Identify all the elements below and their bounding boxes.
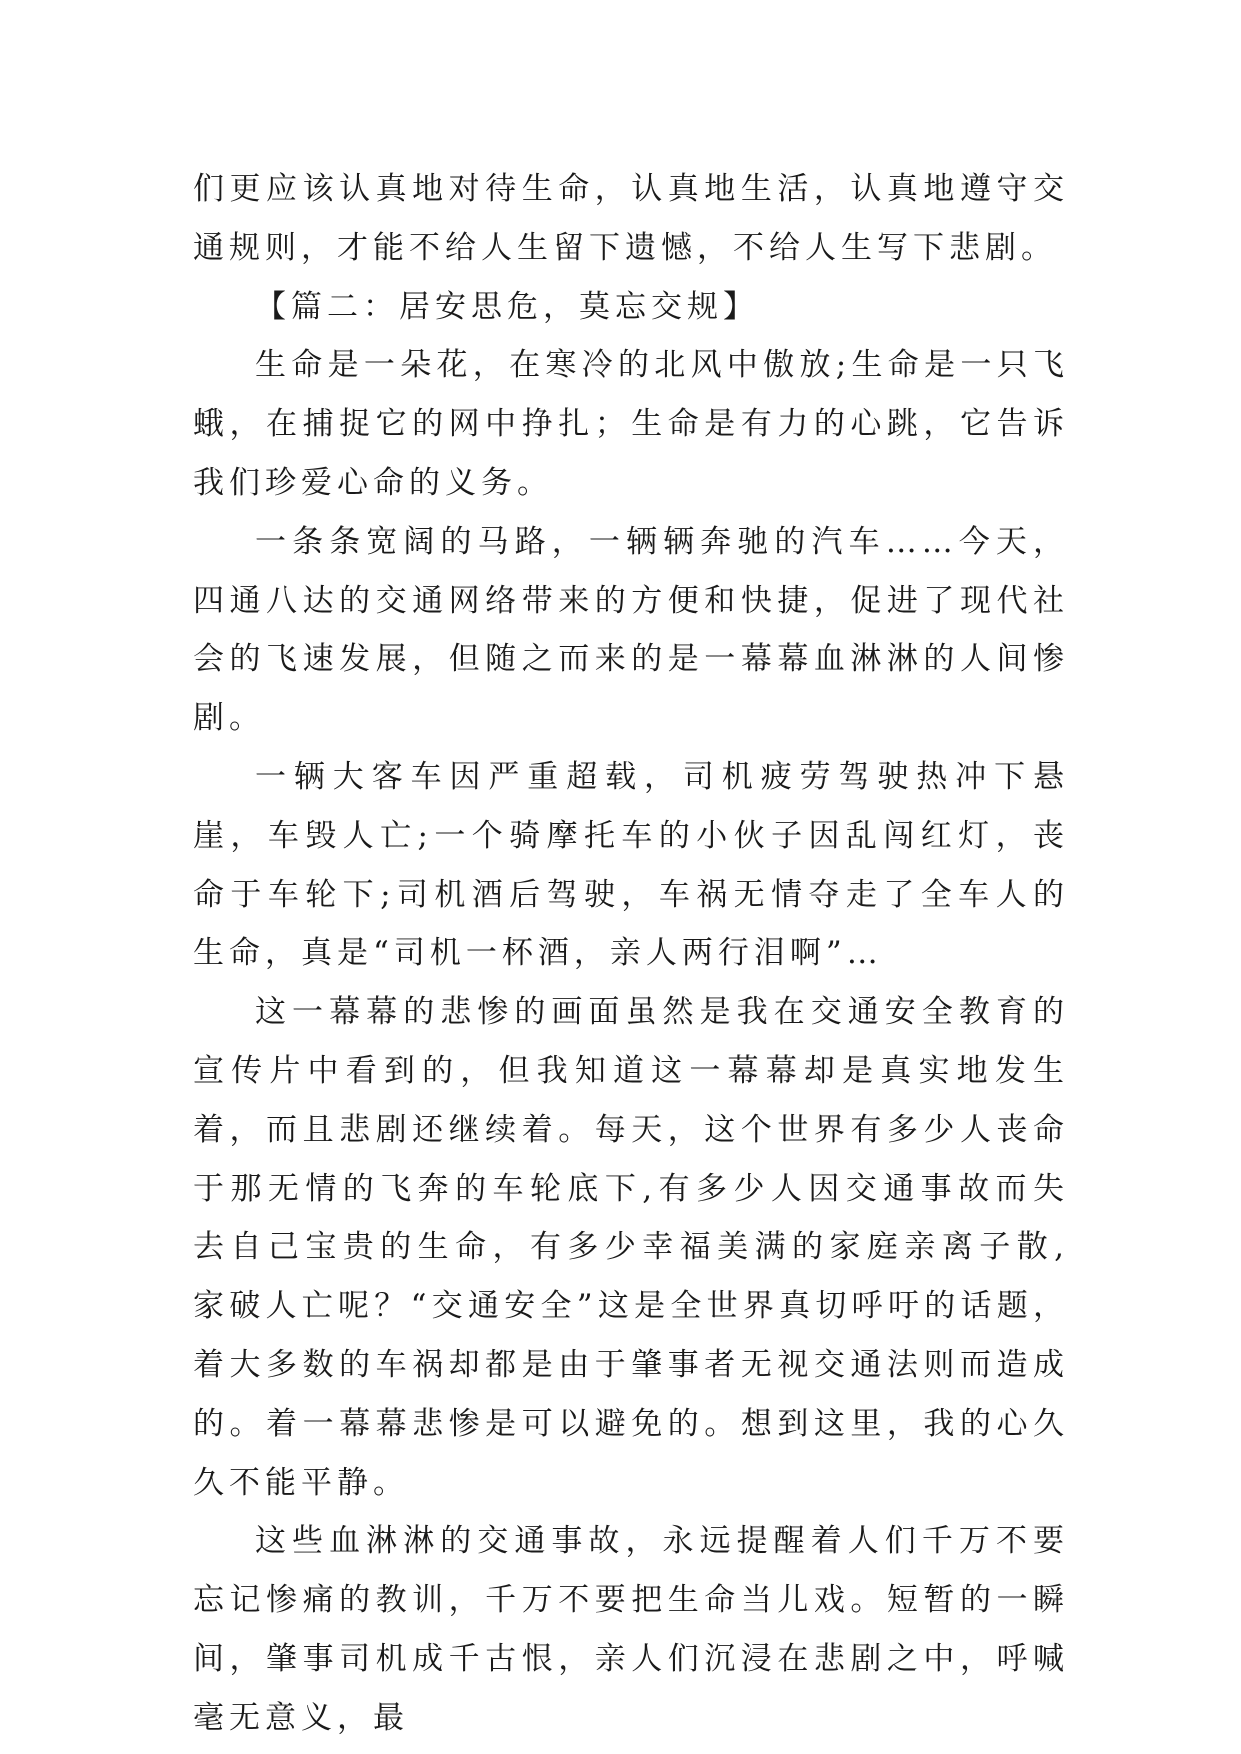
paragraph: 一辆大客车因严重超载，司机疲劳驾驶热冲下悬崖，车毁人亡;一个骑摩托车的小伙子因乱闯红灯，丧命于车轮下;司机酒后驾驶，车祸无情夺走了全车人的生命，真是“司机一杯酒，亲人两行泪啊”… xyxy=(193,758,1069,972)
paragraph: 这些血淋淋的交通事故，永远提醒着人们千万不要忘记惨痛的教训，千万不要把生命当儿戏。短暂的一瞬间，肇事司机成千古恨，亲人们沉浸在悲剧之中，呼喊毫无意义，最 xyxy=(193,1523,1069,1736)
document-body xyxy=(193,160,1069,1748)
paragraph: 一条条宽阔的马路，一辆辆奔驰的汽车……今天，四通八达的交通网络带来的方便和快捷，促进了现代社会的飞速发展，但随之而来的是一幕幕血淋淋的人间惨剧。 xyxy=(193,523,1069,737)
paragraph-continuation: 们更应该认真地对待生命，认真地生活，认真地遵守交通规则，才能不给人生留下遗憾，不给人生写下悲剧。 xyxy=(193,171,1069,266)
paragraph: 生命是一朵花，在寒冷的北风中傲放;生命是一只飞蛾，在捕捉它的网中挣扎；生命是有力的心跳，它告诉我们珍爱心命的义务。 xyxy=(193,347,1069,501)
paragraph: 这一幕幕的悲惨的画面虽然是我在交通安全教育的宣传片中看到的，但我知道这一幕幕却是真实地发生着，而且悲剧还继续着。每天，这个世界有多少人丧命于那无情的飞奔的车轮底下,有多少人因交通事故而失去自己宝贵的生命，有多少幸福美满的家庭亲离子散,家破人亡呢？“交通安全”这是全世界真切呼吁的话题，着大多数的车祸却都是由于肇事者无视交通法则而造成的。着一幕幕悲惨是可以避免的。想到这里，我的心久久不能平静。 xyxy=(193,994,1069,1501)
section-heading: 【篇二：居安思危，莫忘交规】 xyxy=(255,288,759,325)
